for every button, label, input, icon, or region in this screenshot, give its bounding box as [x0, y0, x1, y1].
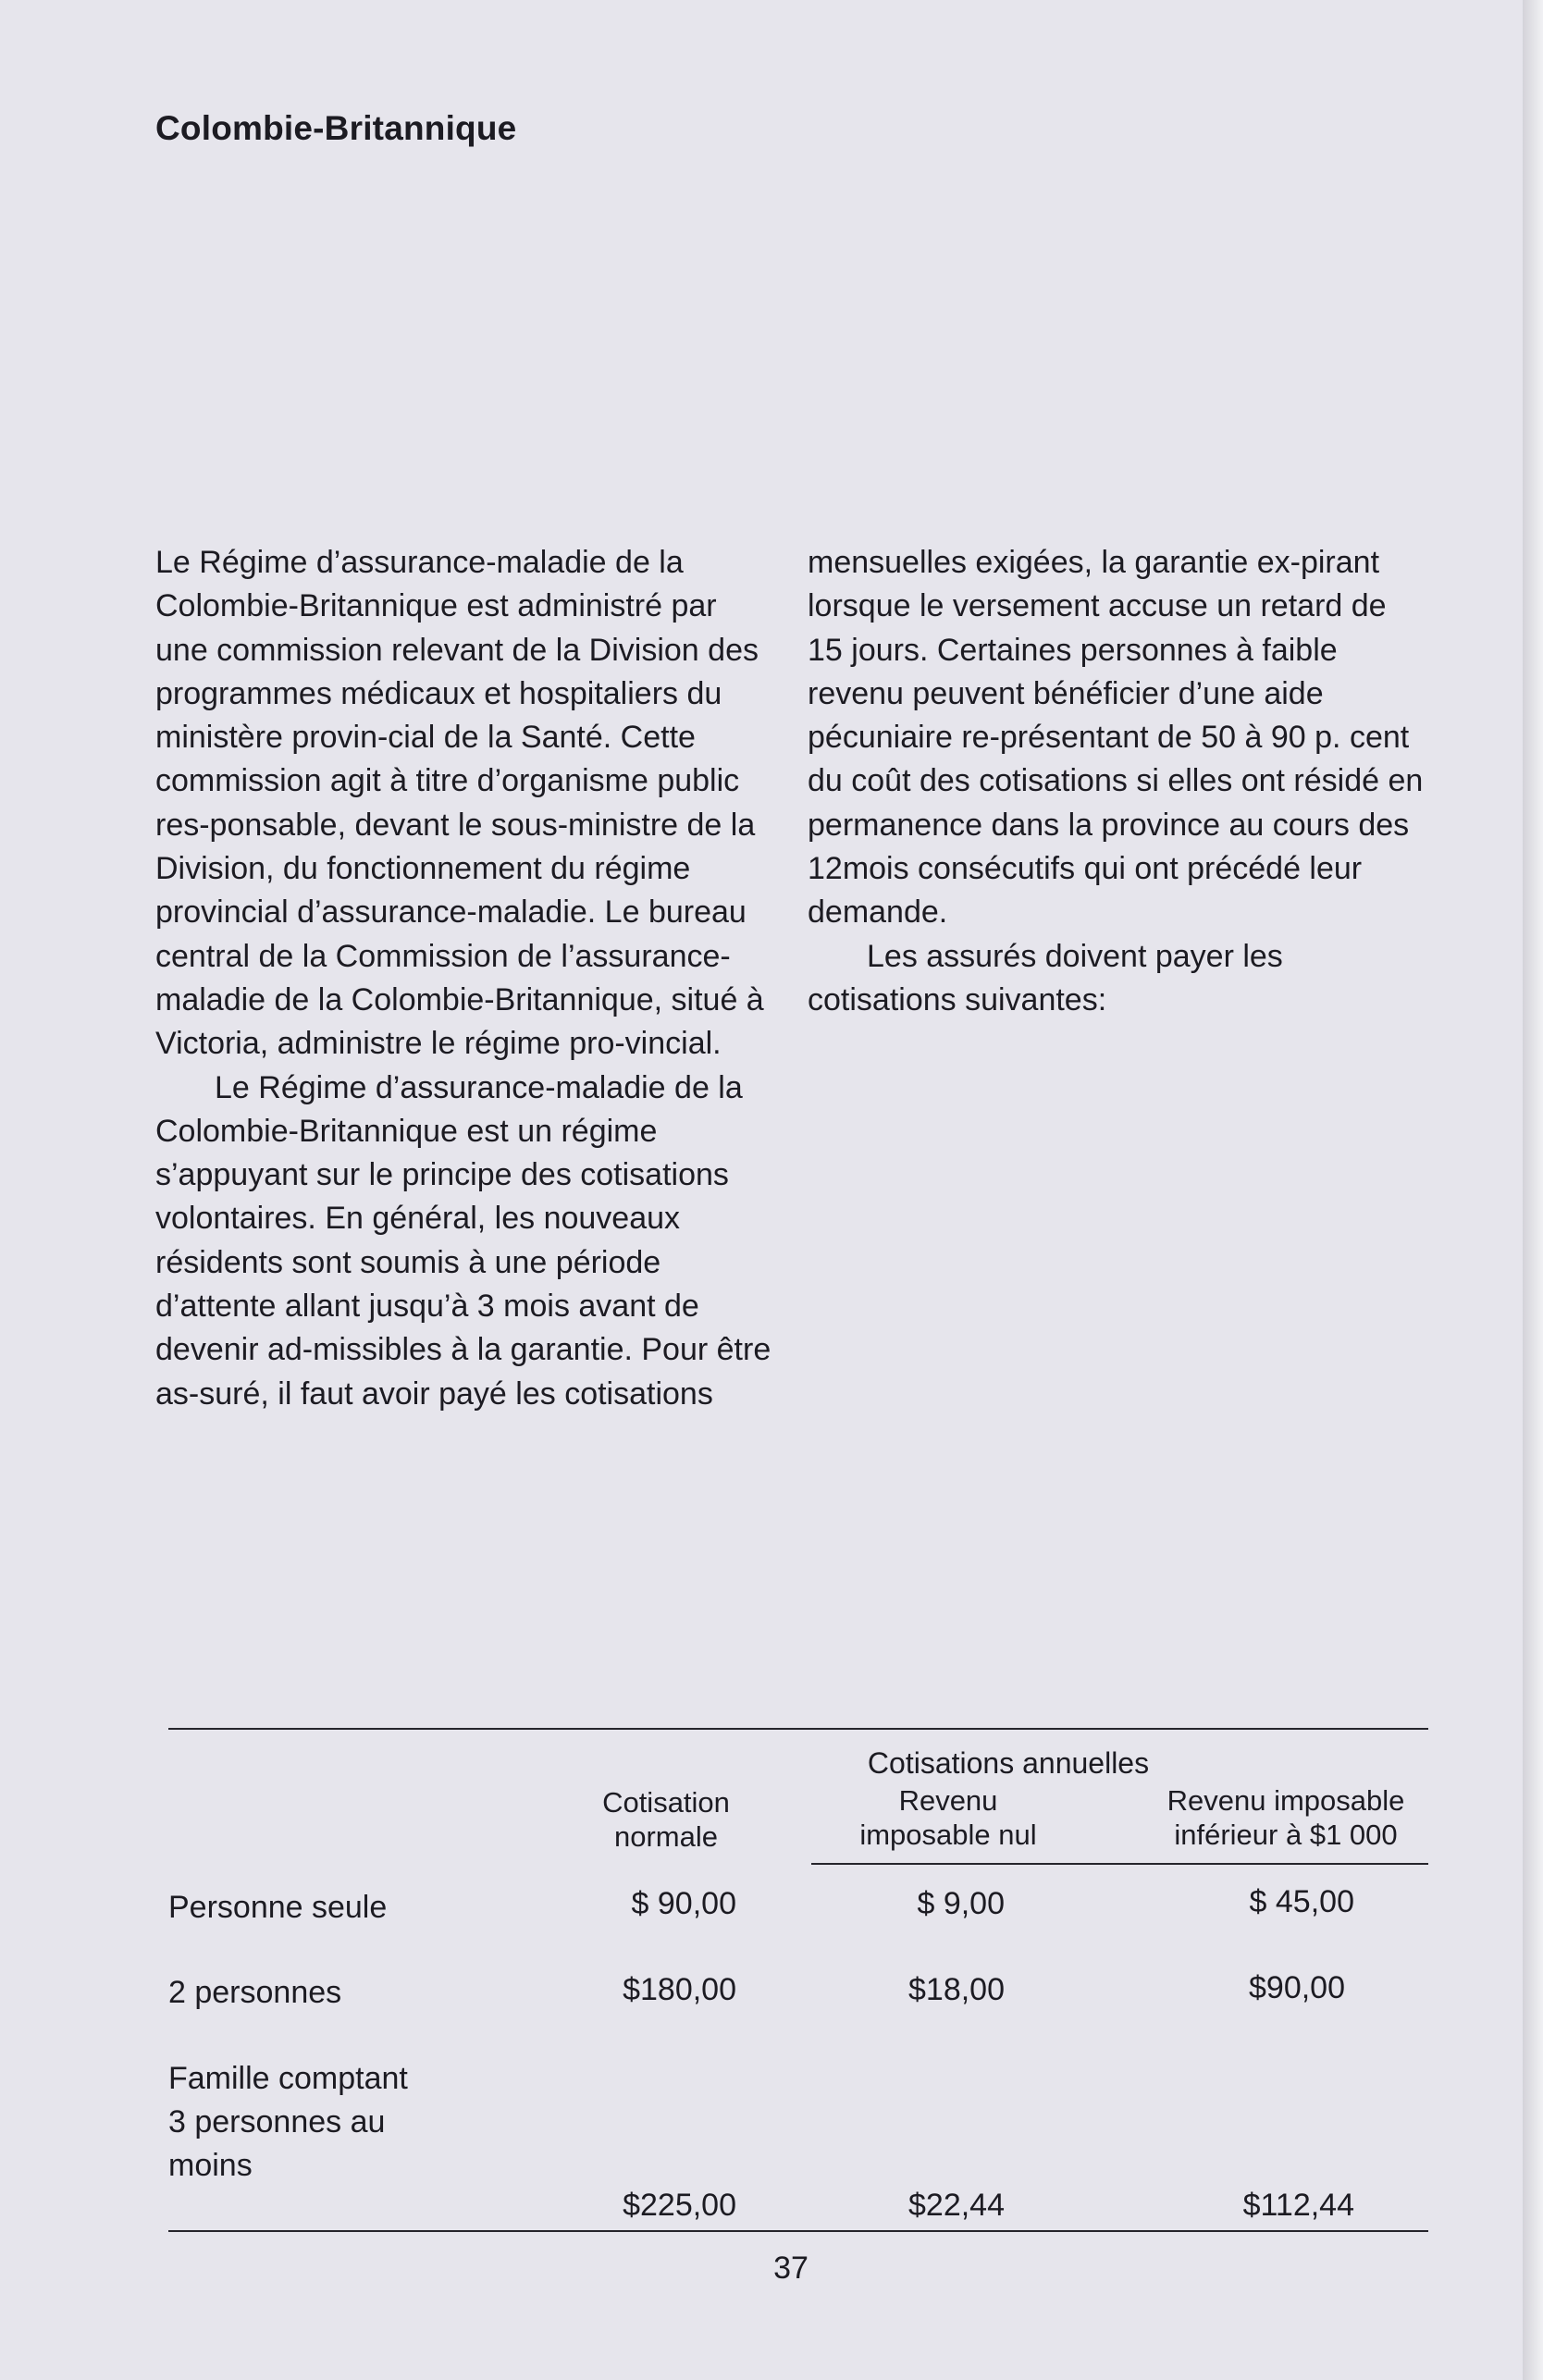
- cell-normal: $ 90,00: [631, 1886, 736, 1921]
- page-number: 37: [773, 2251, 809, 2286]
- page-edge: [1523, 0, 1543, 2380]
- cell-normal: $180,00: [623, 1972, 736, 2007]
- cell-under: $90,00: [1249, 1970, 1345, 2005]
- cell-nil: $18,00: [908, 1972, 1005, 2007]
- table-header-rule: [811, 1863, 1428, 1865]
- text-column-right: [808, 541, 1427, 1022]
- cell-normal: $225,00: [623, 2188, 736, 2223]
- paragraph: Le Régime d’assurance-maladie de la Colombie-Britannique est administré par une commission relevant de la Division des programmes médicaux et hospitaliers du ministère provin-cial de la Santé. Cette commission agit à titre d’organisme public res-ponsable, devant le sous-ministre de la Division, du fonctionnement du régime provincial d’assurance-maladie. Le bureau central de la Commission de l’assurance-maladie de la Colombie-Britannique, situé à Victoria, administre le régime pro-vincial.: [155, 545, 764, 1062]
- cell-under: $112,44: [1242, 2188, 1354, 2223]
- paragraph: Le Régime d’assurance-maladie de la Colombie-Britannique est un régime s’appuyant sur le principe des cotisations volontaires. En général, les nouveaux résidents sont soumis à une période d’attente allant jusqu’à 3 mois avant de devenir ad-missibles à la garantie. Pour être as-suré, il faut avoir payé les cotisations: [155, 1069, 772, 1412]
- row-label: Famille comptant 3 personnes au moins: [168, 2061, 408, 2183]
- page-heading: Colombie-Britannique: [155, 109, 517, 147]
- header-cotisation-normale: Cotisation normale: [602, 1786, 730, 1853]
- cell-nil: $ 9,00: [917, 1886, 1005, 1921]
- row-label: Personne seule: [168, 1890, 388, 1925]
- table-group-header: Cotisations annuelles: [867, 1746, 1150, 1780]
- header-revenu-imposable-nul: Revenu imposable nul: [859, 1784, 1037, 1851]
- header-revenu-imposable-inferieur: Revenu imposable inférieur à $1 000: [1167, 1784, 1405, 1851]
- cell-under: $ 45,00: [1249, 1884, 1354, 1919]
- text-column-left: [155, 541, 775, 1416]
- table-top-rule: [168, 1728, 1428, 1730]
- paragraph: Les assurés doivent payer les cotisations suivantes:: [808, 938, 1283, 1017]
- cell-nil: $22,44: [908, 2188, 1005, 2223]
- row-label: 2 personnes: [168, 1975, 342, 2010]
- table-bottom-rule: [168, 2230, 1428, 2232]
- paragraph: mensuelles exigées, la garantie ex-pirant lorsque le versement accuse un retard de 15 jours. Certaines personnes à faible revenu peuvent bénéficier d’une aide pécuniaire re-présentant de 50 à 90 p. cent du coût des cotisations si elles ont résidé en permanence dans la province au cours des 12mois consécutifs qui ont précédé leur demande.: [808, 545, 1424, 931]
